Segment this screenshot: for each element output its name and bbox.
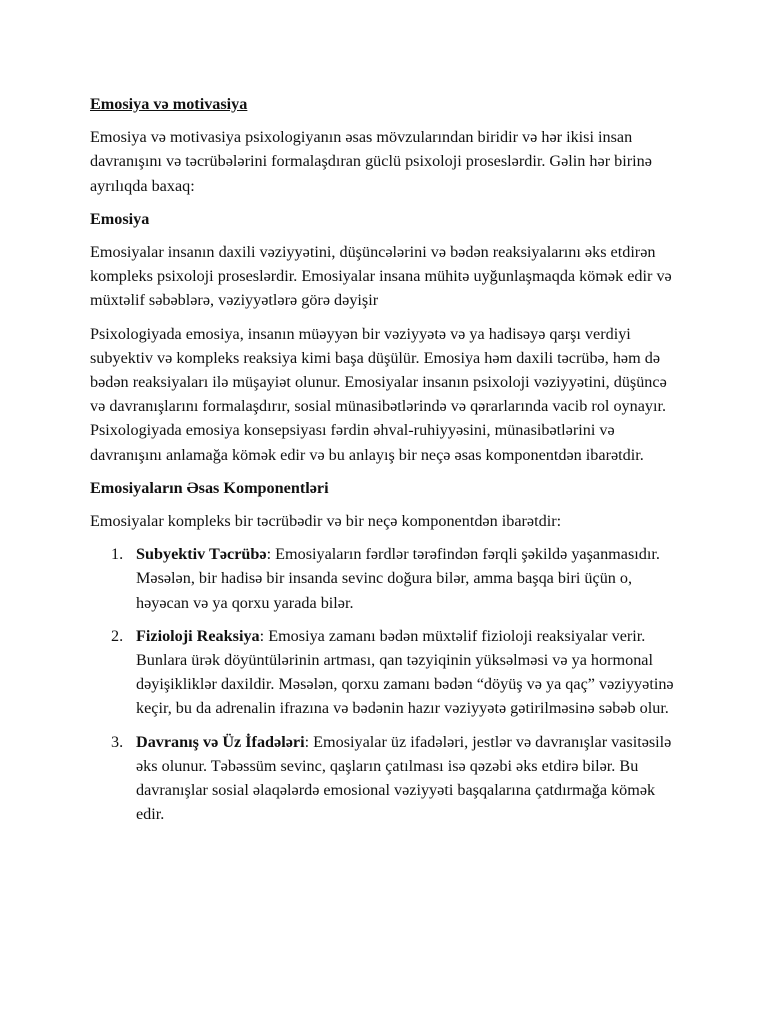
list-item-text: : Emosiya zamanı bədən müxtəlif fizioloji reaksiyalar verir. Bunlara ürək döyüntülərinin artması, qan təzyiqinin yüksəlməsi və ya hormonal dəyişikliklər daxildir. Məsələn, qorxu zamanı bədən “döyüş və ya qaç” vəziyyətinə keçir, bu da adrenalin ifrazına və bədənin hazır vəziyyətə gətirilməsinə səbəb olur.	[136, 626, 674, 718]
list-item-number: 2.	[111, 626, 124, 645]
list-item	[90, 542, 685, 615]
list-item-text: : Emosiyalar üz ifadələri, jestlər və davranışlar vasitəsilə əks olunur. Təbəssüm sevinc, qaşların çatılması isə qəzəbi əks etdirə bilər. Bu davranışlar sosial əlaqələrdə emosional vəziyyəti başqalarına çatdırmağa kömək edir.	[136, 732, 672, 824]
section-heading-components: Emosiyaların Əsas Komponentləri	[90, 478, 329, 497]
list-item-term: Fizioloji Reaksiya	[136, 626, 260, 645]
document-title: Emosiya və motivasiya	[90, 95, 248, 113]
section-heading-emosiya: Emosiya	[90, 209, 150, 228]
list-item-number: 1.	[111, 545, 124, 564]
list-item	[90, 624, 685, 721]
emosiya-paragraph-1: Emosiyalar insanın daxili vəziyyətini, düşüncələrini və bədən reaksiyalarını əks etdirən kompleks psixoloji proseslərdir. Emosiyalar insana mühitə uyğunlaşmaqda kömək edir və müxtəlif səbəblərə, vəziyyətlərə görə dəyişir	[90, 243, 672, 310]
intro-paragraph: Emosiya və motivasiya psixologiyanın əsas mövzularından biridir və hər ikisi insan davranışını və təcrübələrini formalaşdıran güclü psixoloji proseslərdir. Gəlin hər birinə ayrılıqda baxaq:	[90, 128, 652, 195]
components-list	[90, 542, 685, 826]
document-page	[90, 92, 685, 835]
components-intro-paragraph: Emosiyalar kompleks bir təcrübədir və bir neçə komponentdən ibarətdir:	[90, 512, 562, 531]
list-item-term: Davranış və Üz İfadələri	[136, 732, 305, 751]
list-item-text: : Emosiyaların fərdlər tərəfindən fərqli şəkildə yaşanmasıdır. Məsələn, bir hadisə bir insanda sevinc doğura bilər, amma başqa biri üçün o, həyəcan və ya qorxu yarada bilər.	[136, 545, 660, 612]
list-item-term: Subyektiv Təcrübə	[136, 545, 267, 564]
list-item	[90, 730, 685, 827]
list-item-number: 3.	[111, 732, 124, 751]
emosiya-paragraph-2: Psixologiyada emosiya, insanın müəyyən bir vəziyyətə və ya hadisəyə qarşı verdiyi subyektiv və kompleks reaksiya kimi başa düşülür. Emosiya həm daxili təcrübə, həm də bədən reaksiyaları ilə müşayiət olunur. Emosiyalar insanın psixoloji vəziyyətini, düşüncə və davranışlarını formalaşdırır, sosial münasibətlərində və qərarlarında vacib rol oynayır. Psixologiyada emosiya konsepsiyası fərdin əhval-ruhiyyəsini, münasibətlərini və davranışını anlamağa kömək edir və bu anlayış bir neçə əsas komponentdən ibarətdir.	[90, 324, 667, 464]
